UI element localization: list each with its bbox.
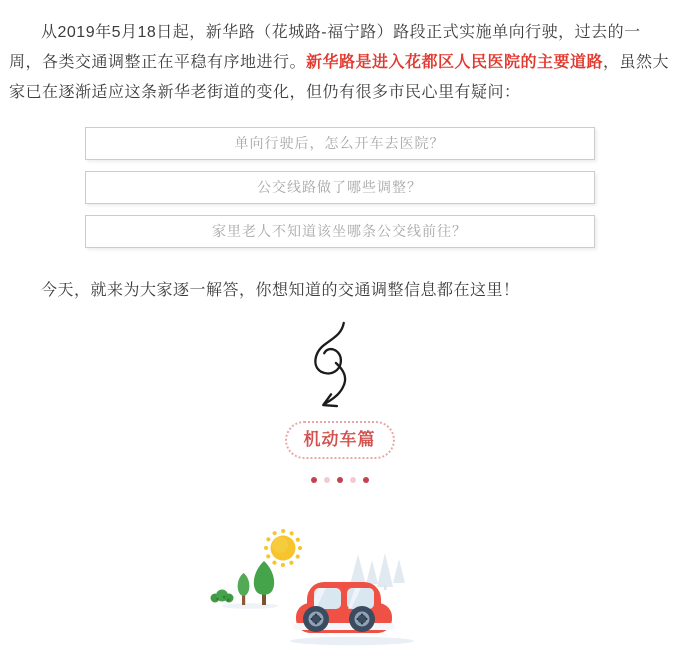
intro-paragraph xyxy=(9,18,670,108)
carousel-dot-light xyxy=(350,477,356,483)
answer-intro-paragraph: 今天，就来为大家逐一解答，你想知道的交通调整信息都在这里！ xyxy=(41,282,520,299)
question-text: 单向行驶后，怎么开车去医院？ xyxy=(234,135,445,151)
large-tree-icon xyxy=(254,561,274,605)
small-tree-icon xyxy=(238,573,250,605)
question-box-drive-to-hospital[interactable] xyxy=(85,127,595,160)
carousel-dots xyxy=(0,477,679,483)
car-shadow xyxy=(290,637,414,645)
sun-icon xyxy=(266,531,300,565)
carousel-dot-dark xyxy=(363,477,369,483)
bush-icon xyxy=(211,590,234,603)
intro-highlight-text: 新华路是进入花都区人民医院的主要道路 xyxy=(306,54,604,71)
question-box-which-bus-line[interactable] xyxy=(85,215,595,248)
question-box-bus-line-adjustments[interactable] xyxy=(85,171,595,204)
trees-shadow xyxy=(222,603,278,609)
carousel-dot-dark xyxy=(337,477,343,483)
carousel-dot-light xyxy=(324,477,330,483)
bottom-illustration xyxy=(180,511,500,651)
section-badge-motor-vehicles[interactable]: 机动车篇 xyxy=(285,421,395,459)
arrow-doodle-icon xyxy=(298,320,368,408)
intro-lead-text: 从2019年5月18日起，新华路（花城路-福宁路）路段正式实施单向行驶，过去的一周，各类交通调整正在平稳有序地进行。 xyxy=(9,24,641,71)
question-text: 公交线路做了哪些调整？ xyxy=(257,179,422,195)
carousel-dot-dark xyxy=(311,477,317,483)
car-wheel-right xyxy=(349,606,375,632)
intro-tail-text: ，虽然大家已在逐渐适应这条新华老街道的变化，但仍有很多市民心里有疑问： xyxy=(9,54,670,101)
red-car-icon xyxy=(293,582,395,633)
car-wheel-left xyxy=(303,606,329,632)
question-text: 家里老人不知道该坐哪条公交线前往？ xyxy=(212,223,467,239)
